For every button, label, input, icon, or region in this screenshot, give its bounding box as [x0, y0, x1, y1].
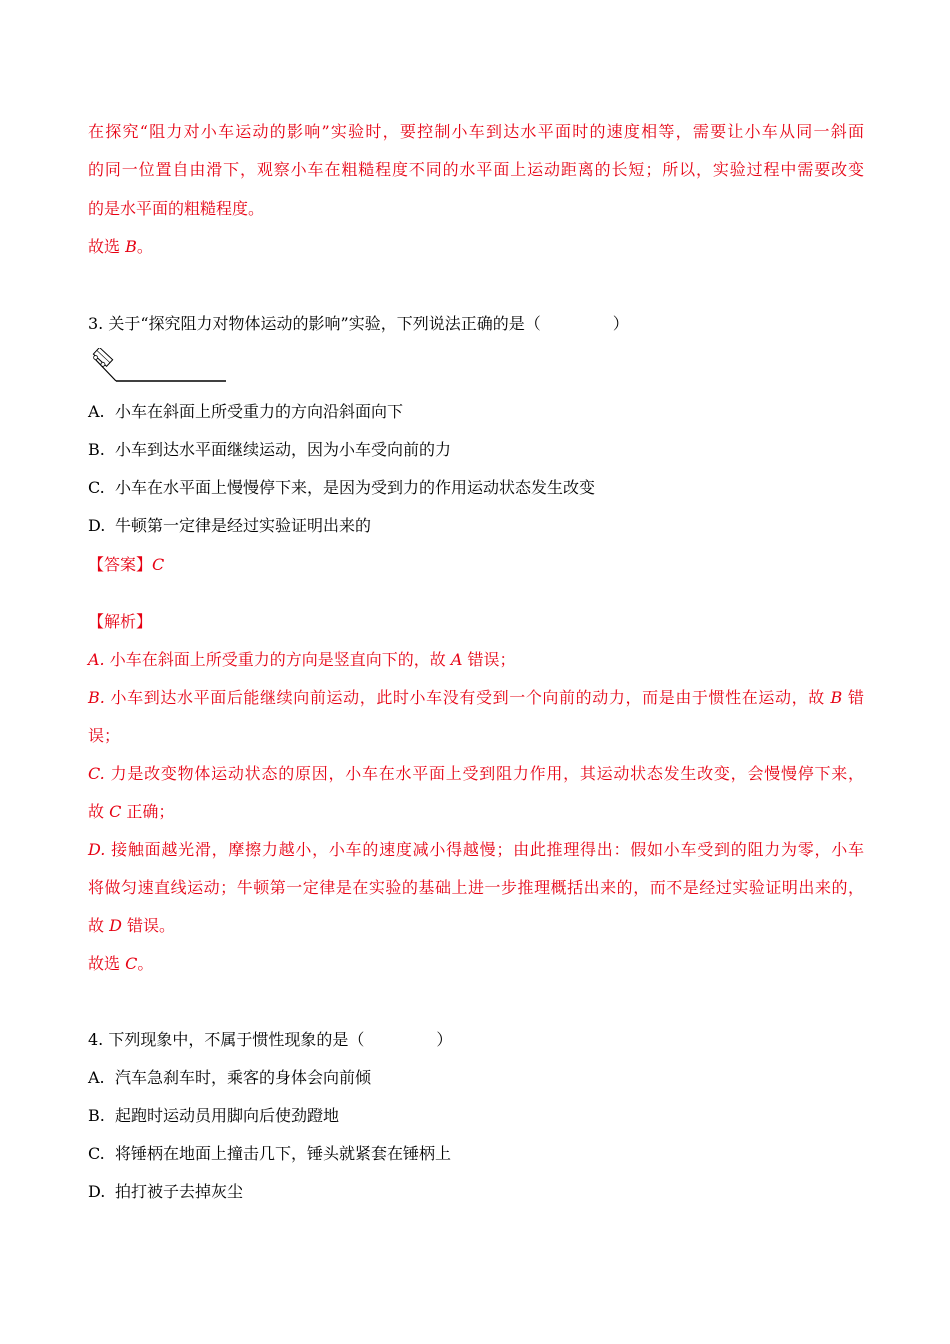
answer-label: 【答案】 [88, 555, 153, 574]
analysis-text: 正确； [121, 802, 175, 821]
analysis-text: 故 [88, 916, 110, 935]
q3-stem-text: 3. 关于“探究阻力对物体运动的影响”实验，下列说法正确的是（ [88, 314, 541, 333]
q3-stem [88, 313, 629, 335]
q4-stem [88, 1029, 452, 1051]
analysis-text: 错误； [462, 650, 516, 669]
q3-analysis-d-cont2 [88, 915, 175, 937]
option-text: 起跑时运动员用脚向后使劲蹬地 [115, 1106, 340, 1125]
option-letter: B. [88, 1106, 105, 1125]
prev-analysis-line-3: 的是水平面的粗糙程度。 [88, 199, 265, 218]
option-letter: D. [88, 516, 106, 535]
option-letter: A. [88, 1068, 105, 1087]
analysis-letter: C. [88, 764, 105, 783]
q3-analysis-b [88, 687, 864, 709]
option-letter: C. [88, 1144, 105, 1163]
q3-analysis-b-cont: 误； [88, 726, 121, 745]
q4-option-b[interactable] [88, 1105, 339, 1127]
analysis-ref: A [450, 650, 463, 669]
q3-option-a[interactable] [88, 401, 403, 423]
q3-analysis-label: 【解析】 [88, 612, 153, 631]
q3-option-b[interactable] [88, 439, 451, 461]
answer-value: C [152, 555, 165, 574]
prev-analysis-line-1: 在探究“阻力对小车运动的影响”实验时，要控制小车到达水平面时的速度相等，需要让小车从同一斜面 [88, 122, 864, 141]
analysis-text: 错 [842, 688, 864, 707]
q3-option-c[interactable] [88, 477, 595, 499]
q4-option-d[interactable] [88, 1181, 243, 1203]
option-text: 小车在斜面上所受重力的方向沿斜面向下 [115, 402, 404, 421]
q3-option-d[interactable] [88, 515, 371, 537]
q3-conclusion [88, 953, 153, 975]
option-text: 将锤柄在地面上撞击几下，锤头就紧套在锤柄上 [115, 1144, 452, 1163]
q3-analysis-d-cont: 将做匀速直线运动；牛顿第一定律是在实验的基础上进一步推理概括出来的，而不是经过实验证明出来的， [88, 878, 864, 897]
option-text: 拍打被子去掉灰尘 [115, 1182, 244, 1201]
prev-conclusion [88, 236, 153, 258]
q3-analysis-a [88, 649, 515, 671]
option-letter: A. [88, 402, 105, 421]
analysis-ref: C [109, 802, 122, 821]
q3-analysis-d [88, 839, 864, 861]
analysis-text: 小车在斜面上所受重力的方向是竖直向下的，故 [104, 650, 451, 669]
analysis-text: 小车到达水平面后能继续向前运动，此时小车没有受到一个向前的动力，而是由于惯性在运动，故 [104, 688, 831, 707]
incline-with-cart-icon [88, 348, 228, 384]
analysis-ref: B [830, 688, 843, 707]
option-text: 牛顿第一定律是经过实验证明出来的 [115, 516, 372, 535]
q3-answer [88, 554, 164, 576]
q3-analysis-c [88, 763, 864, 785]
q3-stem-close: ） [612, 314, 629, 333]
q4-stem-close: ） [436, 1030, 453, 1049]
conclusion-prefix: 故选 [88, 237, 126, 256]
q4-stem-text: 4. 下列现象中，不属于惯性现象的是（ [88, 1030, 365, 1049]
q4-option-c[interactable] [88, 1143, 451, 1165]
analysis-letter: B. [88, 688, 105, 707]
option-text: 汽车急刹车时，乘客的身体会向前倾 [115, 1068, 372, 1087]
q4-option-a[interactable] [88, 1067, 371, 1089]
conclusion-letter: B [125, 237, 137, 256]
analysis-ref: D [109, 916, 122, 935]
option-letter: B. [88, 440, 105, 459]
analysis-text: 故 [88, 802, 110, 821]
analysis-text: 接触面越光滑，摩擦力越小，小车的速度减小得越慢；由此推理得出：假如小车受到的阻力为零，小车 [105, 840, 864, 859]
analysis-letter: A. [88, 650, 105, 669]
analysis-letter: D. [88, 840, 106, 859]
analysis-text: 错误。 [121, 916, 176, 935]
prev-analysis-line-2: 的同一位置自由滑下，观察小车在粗糙程度不同的水平面上运动距离的长短；所以，实验过程中需要改变 [88, 160, 864, 179]
conclusion-letter: C [125, 954, 138, 973]
option-letter: D. [88, 1182, 106, 1201]
conclusion-prefix: 故选 [88, 954, 126, 973]
option-letter: C. [88, 478, 105, 497]
option-text: 小车在水平面上慢慢停下来，是因为受到力的作用运动状态发生改变 [115, 478, 596, 497]
option-text: 小车到达水平面继续运动，因为小车受向前的力 [115, 440, 452, 459]
analysis-text: 力是改变物体运动状态的原因，小车在水平面上受到阻力作用，其运动状态发生改变，会慢慢停下来， [104, 764, 864, 783]
q3-analysis-c-cont [88, 801, 174, 823]
conclusion-suffix: 。 [136, 237, 153, 256]
conclusion-suffix: 。 [137, 954, 154, 973]
